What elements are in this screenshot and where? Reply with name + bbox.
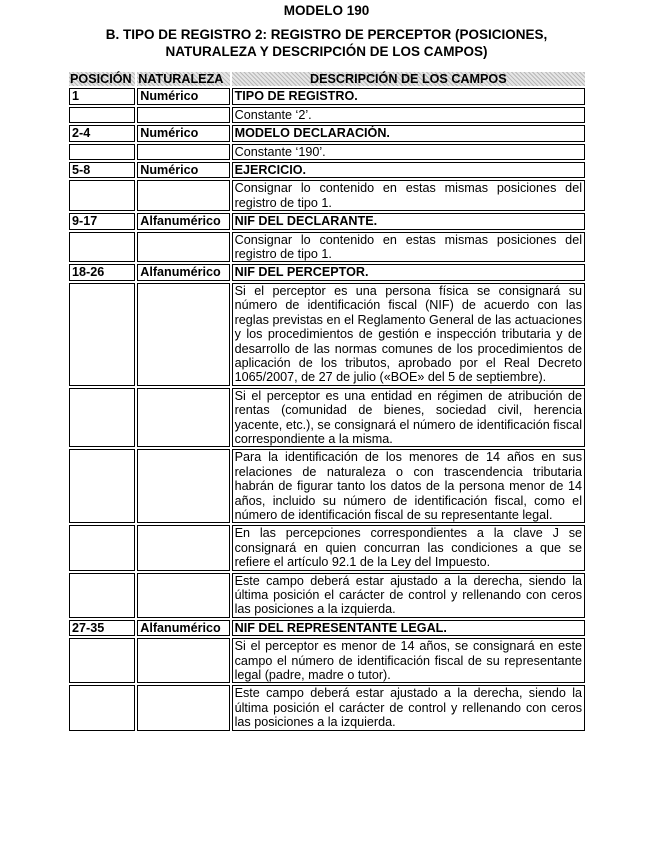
- field-name-cell: NIF DEL PERCEPTOR.: [232, 264, 585, 280]
- empty-cell: [69, 638, 135, 683]
- position-cell: 9-17: [69, 213, 135, 229]
- position-cell: 27-35: [69, 620, 135, 636]
- description-cell: Consignar lo contenido en estas mismas posiciones del registro de tipo 1.: [232, 180, 585, 211]
- empty-cell: [137, 388, 229, 448]
- field-name-cell: TIPO DE REGISTRO.: [232, 88, 585, 104]
- description-cell: Si el perceptor es una persona física se consignará su número de identificación fiscal (NIF) de acuerdo con las reglas previstas en el Reglamento General de las actuaciones y los procedimientos de gestión e inspección tributaria y de desarrollo de las normas comunes de los procedimientos de aplicación de los tributos, aprobado por el Real Decreto 1065/2007, de 27 de julio («BOE» del 5 de septiembre).: [232, 283, 585, 386]
- nature-cell: Numérico: [137, 88, 229, 104]
- description-row: [69, 573, 585, 618]
- description-row: [69, 232, 585, 263]
- field-name-cell: NIF DEL REPRESENTANTE LEGAL.: [232, 620, 585, 636]
- field-row: [69, 162, 585, 178]
- description-cell: Para la identificación de los menores de 14 años en sus relaciones de naturaleza o con trascendencia tributaria habrán de figurar tanto los datos de la persona menor de 14 años, incluido su número de identificación fiscal, como el número de identificación fiscal de su representante legal.: [232, 449, 585, 523]
- description-row: [69, 144, 585, 160]
- description-row: [69, 525, 585, 570]
- empty-cell: [137, 638, 229, 683]
- empty-cell: [69, 144, 135, 160]
- description-row: [69, 180, 585, 211]
- section-heading-line-2: NATURALEZA Y DESCRIPCIÓN DE LOS CAMPOS): [165, 44, 488, 59]
- description-row: [69, 449, 585, 523]
- empty-cell: [69, 180, 135, 211]
- description-cell: Consignar lo contenido en estas mismas posiciones del registro de tipo 1.: [232, 232, 585, 263]
- description-cell: Si el perceptor es una entidad en régimen de atribución de rentas (comunidad de bienes, sociedad civil, herencia yacente, etc.), se consignará el número de identificación fiscal correspondiente a la misma.: [232, 388, 585, 448]
- empty-cell: [69, 232, 135, 263]
- empty-cell: [137, 144, 229, 160]
- field-row: [69, 88, 585, 104]
- empty-cell: [69, 573, 135, 618]
- description-row: [69, 283, 585, 386]
- empty-cell: [69, 525, 135, 570]
- section-heading-line-1: B. TIPO DE REGISTRO 2: REGISTRO DE PERCEPTOR (POSICIONES,: [105, 27, 548, 42]
- header-description: DESCRIPCIÓN DE LOS CAMPOS: [232, 72, 585, 86]
- empty-cell: [137, 573, 229, 618]
- empty-cell: [69, 283, 135, 386]
- field-name-cell: EJERCICIO.: [232, 162, 585, 178]
- header-nature: NATURALEZA: [137, 72, 229, 86]
- position-cell: 5-8: [69, 162, 135, 178]
- fields-table: [67, 70, 587, 733]
- empty-cell: [137, 232, 229, 263]
- empty-cell: [69, 388, 135, 448]
- nature-cell: Numérico: [137, 125, 229, 141]
- description-cell: En las percepciones correspondientes a la clave J se consignará en quien concurran las condiciones a que se refiere el artículo 92.1 de la Ley del Impuesto.: [232, 525, 585, 570]
- field-name-cell: NIF DEL DECLARANTE.: [232, 213, 585, 229]
- description-cell: Constante ‘2’.: [232, 107, 585, 123]
- position-cell: 1: [69, 88, 135, 104]
- position-cell: 2-4: [69, 125, 135, 141]
- empty-cell: [137, 525, 229, 570]
- position-cell: 18-26: [69, 264, 135, 280]
- description-row: [69, 388, 585, 448]
- document-title: MODELO 190: [283, 3, 370, 18]
- empty-cell: [69, 685, 135, 730]
- empty-cell: [137, 180, 229, 211]
- empty-cell: [137, 685, 229, 730]
- field-name-cell: MODELO DECLARACIÓN.: [232, 125, 585, 141]
- empty-cell: [137, 107, 229, 123]
- description-cell: Este campo deberá estar ajustado a la derecha, siendo la última posición el carácter de control y rellenando con ceros las posiciones a la izquierda.: [232, 573, 585, 618]
- empty-cell: [137, 449, 229, 523]
- empty-cell: [137, 283, 229, 386]
- description-row: [69, 638, 585, 683]
- field-row: [69, 213, 585, 229]
- field-row: [69, 620, 585, 636]
- description-cell: Si el perceptor es menor de 14 años, se consignará en este campo el número de identificación fiscal de su representante legal (padre, madre o tutor).: [232, 638, 585, 683]
- description-cell: Constante ‘190’.: [232, 144, 585, 160]
- header-position: POSICIÓN: [69, 72, 135, 86]
- empty-cell: [69, 449, 135, 523]
- nature-cell: Numérico: [137, 162, 229, 178]
- empty-cell: [69, 107, 135, 123]
- description-row: [69, 107, 585, 123]
- table-header-row: [69, 72, 585, 86]
- nature-cell: Alfanumérico: [137, 264, 229, 280]
- description-cell: Este campo deberá estar ajustado a la derecha, siendo la última posición el carácter de control y rellenando con ceros las posiciones a la izquierda.: [232, 685, 585, 730]
- section-heading: [60, 26, 593, 60]
- nature-cell: Alfanumérico: [137, 213, 229, 229]
- description-row: [69, 685, 585, 730]
- field-row: [69, 125, 585, 141]
- nature-cell: Alfanumérico: [137, 620, 229, 636]
- field-row: [69, 264, 585, 280]
